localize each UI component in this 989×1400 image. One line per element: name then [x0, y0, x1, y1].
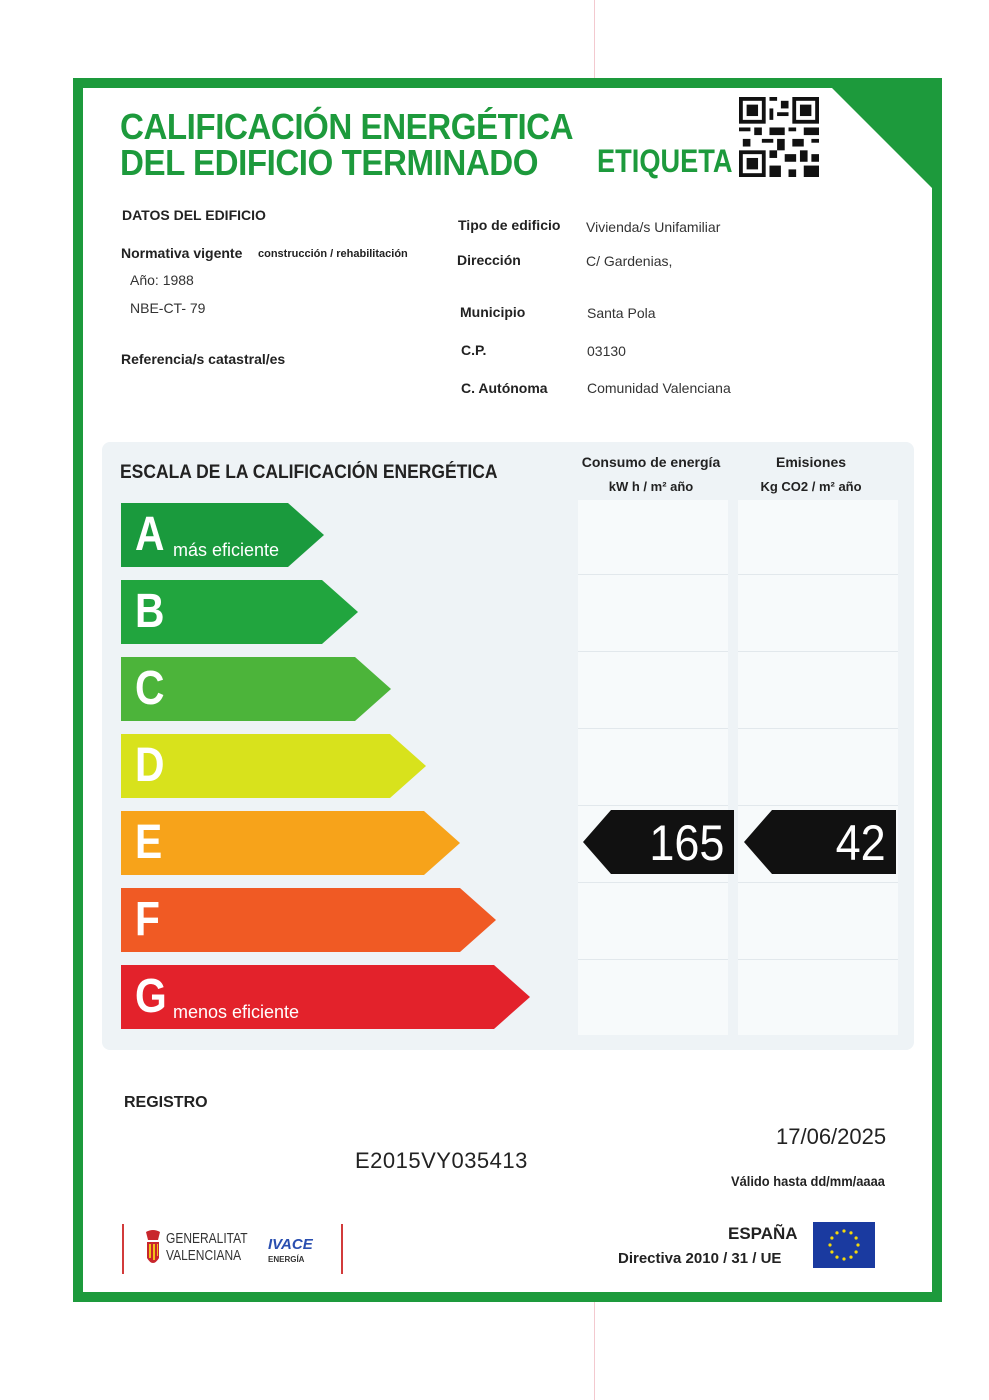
energy-band-f	[121, 888, 496, 952]
energy-band-c	[121, 657, 391, 721]
row-separator	[738, 959, 898, 960]
emisiones-column	[738, 500, 898, 1035]
generalitat-logo-text	[166, 1230, 248, 1264]
emisiones-heading: Emisiones	[775, 454, 847, 470]
logo-divider-right	[341, 1224, 343, 1274]
band-description: más eficiente	[173, 540, 280, 560]
ivace-logo: IVACE	[268, 1236, 313, 1253]
row-separator	[578, 574, 728, 575]
emisiones-value: 42	[835, 815, 886, 871]
gv-line-2: VALENCIANA	[166, 1247, 242, 1264]
row-separator	[578, 651, 728, 652]
datos-edificio-heading: DATOS DEL EDIFICIO	[122, 207, 266, 223]
energy-band-e	[121, 811, 460, 875]
consumo-column	[578, 500, 728, 1035]
generalitat-coat-of-arms-icon	[142, 1228, 164, 1272]
valid-until-label: Válido hasta dd/mm/aaaa	[731, 1173, 885, 1189]
row-separator	[738, 805, 898, 806]
comunidad-label: C. Autónoma	[461, 380, 548, 396]
etiqueta-label: ETIQUETA	[597, 143, 733, 179]
cp-value: 03130	[587, 343, 626, 359]
consumo-value: 165	[648, 815, 724, 871]
footer-logos	[122, 1222, 344, 1276]
ivace-logo-sub: ENERGÍA	[268, 1255, 305, 1264]
band-letter: C	[135, 662, 165, 715]
row-separator	[738, 728, 898, 729]
band-letter: F	[135, 893, 160, 946]
registro-label: REGISTRO	[124, 1094, 208, 1111]
referencia-catastral-label: Referencia/s catastral/es	[121, 351, 286, 367]
registro-value: E2015VY035413	[355, 1148, 528, 1173]
direccion-label: Dirección	[457, 252, 521, 268]
consumo-unit: kW h / m² año	[608, 479, 694, 494]
band-letter: D	[135, 739, 165, 792]
emisiones-rating-arrow	[744, 810, 896, 874]
municipio-label: Municipio	[460, 304, 526, 320]
row-separator	[578, 882, 728, 883]
row-separator	[738, 651, 898, 652]
row-separator	[578, 805, 728, 806]
logo-divider-left	[122, 1224, 124, 1274]
building-norm: NBE-CT- 79	[130, 300, 206, 316]
emisiones-unit: Kg CO2 / m² año	[760, 479, 862, 494]
title-line-1: CALIFICACIÓN ENERGÉTICA	[120, 106, 574, 147]
normativa-sub-label: construcción / rehabilitación	[258, 248, 408, 260]
espana-label: ESPAÑA	[728, 1224, 798, 1243]
band-letter: B	[135, 585, 165, 638]
row-separator	[738, 882, 898, 883]
band-letter: E	[135, 816, 163, 869]
direccion-value: C/ Gardenias,	[586, 253, 673, 269]
energy-band-b	[121, 580, 358, 644]
building-year: Año: 1988	[130, 272, 194, 288]
eu-flag-icon	[813, 1222, 875, 1268]
frame-corner-triangle	[832, 88, 932, 188]
row-separator	[578, 728, 728, 729]
band-description: menos eficiente	[173, 1002, 300, 1022]
cp-label: C.P.	[461, 342, 487, 358]
tipo-edificio-label: Tipo de edificio	[458, 217, 561, 233]
row-separator	[578, 959, 728, 960]
tipo-edificio-value: Vivienda/s Unifamiliar	[586, 219, 721, 235]
title-line-2: DEL EDIFICIO TERMINADO	[120, 142, 539, 183]
municipio-value: Santa Pola	[587, 305, 656, 321]
scale-title: ESCALA DE LA CALIFICACIÓN ENERGÉTICA	[120, 462, 498, 483]
normativa-label: Normativa vigente	[121, 245, 243, 261]
band-letter: A	[135, 508, 165, 561]
gv-line-1: GENERALITAT	[166, 1230, 248, 1247]
consumo-rating-arrow	[583, 810, 734, 874]
comunidad-value: Comunidad Valenciana	[587, 380, 731, 396]
consumo-heading: Consumo de energía	[581, 454, 721, 470]
row-separator	[738, 574, 898, 575]
qr-code-icon	[738, 97, 820, 177]
energy-band-g	[121, 965, 530, 1029]
energy-band-a	[121, 503, 324, 567]
band-letter: G	[135, 970, 167, 1023]
directiva-label: Directiva 2010 / 31 / UE	[618, 1250, 782, 1267]
valid-until-date: 17/06/2025	[776, 1124, 887, 1149]
energy-band-d	[121, 734, 426, 798]
